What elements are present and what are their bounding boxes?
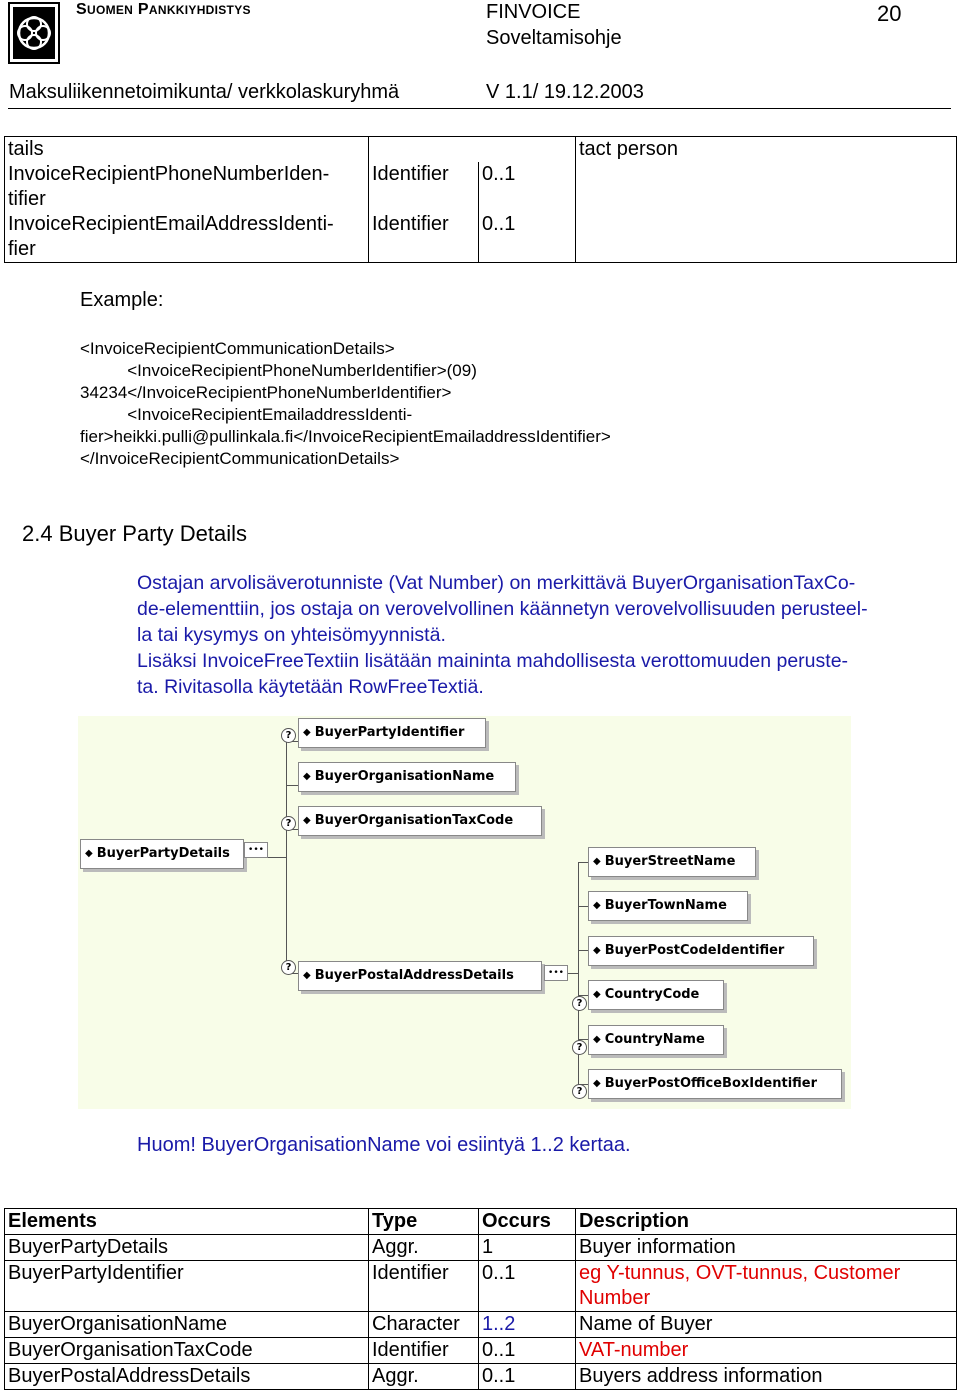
example-line: </InvoiceRecipientCommunicationDetails>: [80, 449, 400, 468]
table-cell: InvoiceRecipientEmailAddressIdenti- fier: [5, 212, 369, 263]
note-line: la tai kysymys on yhteisömyynnistä.: [137, 624, 446, 646]
table-cell: 0..1: [479, 212, 576, 263]
occurs-cell: 1..2: [479, 1312, 576, 1338]
question-icon: ?: [281, 728, 296, 743]
type-cell: Identifier: [369, 1338, 479, 1364]
occurs-cell: 0..1: [479, 1338, 576, 1364]
doc-subtitle: Soveltamisohje: [486, 27, 622, 49]
diamond-icon: ◆: [85, 848, 93, 859]
diamond-icon: ◆: [303, 970, 311, 981]
elements-table: [4, 1208, 957, 1390]
diamond-icon: ◆: [593, 1034, 601, 1045]
diagram-element: ◆ CountryCode: [588, 980, 724, 1010]
occurs-cell: 1: [479, 1235, 576, 1261]
table-cell: tails: [5, 137, 369, 163]
note-line: Lisäksi InvoiceFreeTextiin lisätään maininta mahdollisesta verottomuuden peruste-: [137, 650, 849, 672]
diagram-element: ◆ BuyerOrganisationName: [298, 762, 516, 792]
table-row: [5, 137, 957, 163]
occurs-cell: 0..1: [479, 1364, 576, 1390]
example-line: <InvoiceRecipientCommunicationDetails>: [80, 339, 395, 358]
diagram-element: ◆ BuyerPartyIdentifier: [298, 718, 486, 748]
diamond-icon: ◆: [303, 727, 311, 738]
table-row: [5, 1261, 957, 1312]
type-cell: Aggr.: [369, 1364, 479, 1390]
table-cell: 0..1: [482, 163, 516, 185]
table-row: [5, 162, 957, 212]
diamond-icon: ◆: [303, 815, 311, 826]
element-cell: BuyerPartyIdentifier: [5, 1261, 369, 1312]
org-name: SUOMEN PANKKIYHDISTYS: [76, 1, 251, 18]
table-cell: tact person: [576, 137, 957, 163]
sequence-connector: •••: [244, 842, 268, 858]
column-header: Type: [369, 1209, 479, 1235]
diamond-icon: ◆: [593, 989, 601, 1000]
section-title: 2.4 Buyer Party Details: [22, 521, 247, 546]
column-header: Description: [576, 1209, 957, 1235]
diamond-icon: ◆: [593, 945, 601, 956]
question-icon: ?: [572, 996, 587, 1011]
association-logo: [8, 2, 60, 64]
question-icon: ?: [572, 1084, 587, 1099]
doc-title: FINVOICE: [486, 1, 581, 23]
diamond-icon: ◆: [593, 1078, 601, 1089]
type-cell: Aggr.: [369, 1235, 479, 1261]
note-line: Ostajan arvolisäverotunniste (Vat Number) on merkittävä BuyerOrganisationTaxCo-: [137, 572, 856, 594]
element-cell: BuyerOrganisationTaxCode: [5, 1338, 369, 1364]
description-cell: eg Y-tunnus, OVT-tunnus, Customer Number: [576, 1261, 957, 1312]
example-line: fier>heikki.pulli@pullinkala.fi</InvoiceRecipientEmailaddressIdentifier>: [80, 427, 611, 446]
element-cell: BuyerPartyDetails: [5, 1235, 369, 1261]
type-cell: Identifier: [369, 1261, 479, 1312]
note-line: de-elementtiin, jos ostaja on verovelvollinen käännetyn verovelvollisuuden perusteel-: [137, 598, 868, 620]
top-table: [4, 136, 957, 263]
note-line: ta. Rivitasolla käytetään RowFreeTextiä.: [137, 676, 484, 698]
version: V 1.1/ 19.12.2003: [486, 81, 644, 103]
element-cell: BuyerPostalAddressDetails: [5, 1364, 369, 1390]
example-line: <InvoiceRecipientEmailaddressIdenti-: [80, 405, 413, 424]
description-cell: Buyers address information: [576, 1364, 957, 1390]
diagram-element: ◆ BuyerOrganisationTaxCode: [298, 806, 542, 836]
description-cell: VAT-number: [576, 1338, 957, 1364]
sequence-connector: •••: [544, 965, 568, 981]
table-cell: Identifier: [369, 162, 479, 212]
page-number: 20: [877, 1, 902, 26]
question-icon: ?: [572, 1040, 587, 1055]
schema-diagram: [78, 716, 851, 1109]
diamond-icon: ◆: [593, 900, 601, 911]
column-header: Occurs: [479, 1209, 576, 1235]
group-name: Maksuliikennetoimikunta/ verkkolaskuryhmä: [9, 81, 400, 103]
table-row: [5, 1235, 957, 1261]
diagram-element: ◆ CountryName: [588, 1025, 724, 1055]
diagram-element: ◆ BuyerPostOfficeBoxIdentifier: [588, 1069, 842, 1099]
description-cell: Buyer information: [576, 1235, 957, 1261]
type-cell: Character: [369, 1312, 479, 1338]
table-row: [5, 212, 957, 263]
description-cell: Name of Buyer: [576, 1312, 957, 1338]
question-icon: ?: [281, 960, 296, 975]
diagram-element: ◆ BuyerStreetName: [588, 847, 756, 877]
diagram-element: ◆ BuyerPostCodeIdentifier: [588, 936, 814, 966]
example-line: <InvoiceRecipientPhoneNumberIdentifier>(09): [80, 361, 477, 380]
question-icon: ?: [281, 816, 296, 831]
header-divider: [8, 108, 951, 109]
table-cell: InvoiceRecipientPhoneNumberIden- tifier: [5, 162, 369, 212]
note-occurrence: Huom! BuyerOrganisationName voi esiintyä 1..2 kertaa.: [137, 1134, 631, 1156]
column-header: Elements: [5, 1209, 369, 1235]
example-line: 34234</InvoiceRecipientPhoneNumberIdentifier>: [80, 383, 452, 402]
diamond-icon: ◆: [593, 856, 601, 867]
diamond-icon: ◆: [303, 771, 311, 782]
diagram-element: ◆ BuyerPostalAddressDetails: [298, 961, 542, 991]
table-cell: Identifier: [369, 212, 479, 263]
table-row: [5, 1312, 957, 1338]
element-cell: BuyerOrganisationName: [5, 1312, 369, 1338]
table-header-row: [5, 1209, 957, 1235]
occurs-cell: 0..1: [479, 1261, 576, 1312]
table-row: [5, 1338, 957, 1364]
table-row: [5, 1364, 957, 1390]
example-label: Example:: [80, 289, 164, 311]
diagram-element: ◆ BuyerPartyDetails: [80, 839, 244, 869]
diagram-element: ◆ BuyerTownName: [588, 891, 748, 921]
